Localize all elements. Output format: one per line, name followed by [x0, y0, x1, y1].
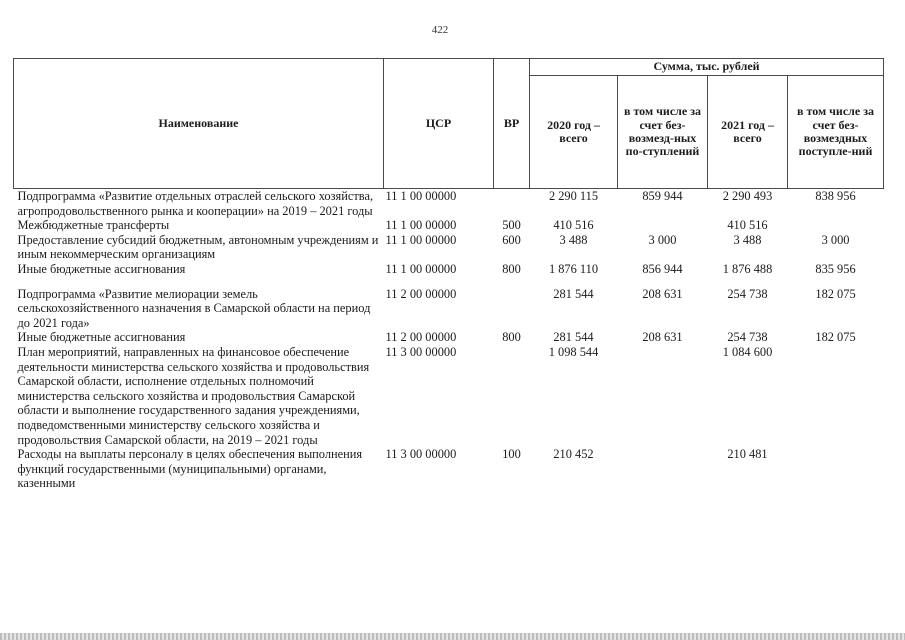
- row-vr: [494, 345, 530, 447]
- row-2021-gratuitous: 182 075: [815, 286, 856, 301]
- row-name: Расходы на выплаты персоналу в целях обеспечения выполнения функций государственными (муниципальными) органами, казенными: [17, 447, 363, 491]
- row-2020-gratuitous: 859 944: [642, 189, 683, 203]
- row-name: Иные бюджетные ассигнования: [17, 261, 186, 276]
- row-2020-gratuitous: [618, 218, 708, 233]
- header-2021-total: 2021 год – всего: [708, 76, 788, 189]
- row-2021-total: 1 876 488: [722, 261, 773, 276]
- row-vr: 600: [502, 232, 521, 247]
- row-csr: 11 1 00 00000: [385, 261, 457, 276]
- row-2021-gratuitous: [788, 447, 884, 491]
- row-2021-total: 2 290 493: [722, 189, 773, 203]
- row-2020-total: 210 452: [553, 447, 594, 462]
- row-csr: 11 3 00 00000: [385, 447, 457, 462]
- table-row: [14, 262, 884, 277]
- table-row: [14, 233, 884, 262]
- row-2021-total: 254 738: [727, 330, 768, 345]
- header-2020-gratuitous: в том числе за счет без-возмезд-ных по-ступлений: [618, 76, 708, 189]
- row-name: План мероприятий, направленных на финансовое обеспечение деятельности министерства сельского хозяйства и продовольствия Самарской области, исполнение отдельных полномочий министерства сельского хозяйства и продовольствия Самарской области и выполнение государственного задания учреждениями, подведомственными министерству сельского хозяйства и продовольствия Самарской области, на 2019 – 2021 годы: [17, 344, 370, 447]
- row-2021-gratuitous: [788, 345, 884, 447]
- row-2020-total: 2 290 115: [548, 189, 599, 203]
- header-name: Наименование: [14, 59, 384, 189]
- row-vr: [494, 189, 530, 219]
- row-csr: 11 3 00 00000: [385, 344, 457, 359]
- table-row: [14, 277, 884, 331]
- table-row: [14, 218, 884, 233]
- row-2021-total: 210 481: [727, 447, 768, 462]
- row-2020-total: 1 876 110: [548, 261, 599, 276]
- row-name: Подпрограмма «Развитие отдельных отраслей сельского хозяйства, агропродовольственного рынка и кооперации» на 2019 – 2021 годы: [17, 189, 374, 218]
- row-2020-gratuitous: 208 631: [642, 286, 683, 301]
- row-2020-gratuitous: 208 631: [642, 330, 683, 345]
- table-row: [14, 189, 884, 219]
- row-vr: 800: [502, 330, 521, 345]
- row-2021-total: 3 488: [733, 232, 762, 247]
- page-number: 422: [431, 24, 449, 36]
- row-2021-gratuitous: 3 000: [821, 232, 850, 247]
- row-2020-total: 3 488: [559, 232, 588, 247]
- table-row: [14, 330, 884, 345]
- row-name: Подпрограмма «Развитие мелиорации земель сельскохозяйственного назначения в Самарской области на период до 2021 года»: [17, 286, 371, 330]
- row-2021-total: 254 738: [727, 286, 768, 301]
- row-2021-total: 410 516: [727, 218, 768, 233]
- header-2021-gratuitous: в том числе за счет без-возмездных поступле-ний: [788, 76, 884, 189]
- row-csr: 11 1 00 00000: [385, 232, 457, 247]
- row-vr: 500: [502, 218, 521, 233]
- row-2020-gratuitous: 856 944: [642, 261, 683, 276]
- header-vr: ВР: [494, 59, 530, 189]
- header-csr: ЦСР: [384, 59, 494, 189]
- row-2021-gratuitous: [788, 218, 884, 233]
- row-vr: 800: [502, 261, 521, 276]
- row-2020-gratuitous: 3 000: [648, 232, 677, 247]
- row-2021-gratuitous: 838 956: [815, 189, 856, 203]
- budget-table: [13, 58, 884, 491]
- row-vr: 100: [502, 447, 521, 462]
- row-2020-gratuitous: [618, 345, 708, 447]
- table-row: [14, 345, 884, 447]
- table-row: [14, 447, 884, 491]
- row-2020-total: 410 516: [553, 218, 594, 233]
- row-csr: 11 2 00 00000: [385, 286, 457, 301]
- row-2020-gratuitous: [618, 447, 708, 491]
- row-name: Предоставление субсидий бюджетным, автономным учреждениям и иным некоммерческим организациям: [17, 232, 379, 262]
- row-csr: 11 2 00 00000: [385, 330, 457, 345]
- header-2020-total: 2020 год – всего: [530, 76, 618, 189]
- row-2021-total: 1 084 600: [722, 344, 773, 359]
- row-csr: 11 1 00 00000: [385, 218, 457, 233]
- row-name: Иные бюджетные ассигнования: [17, 330, 186, 345]
- row-csr: 11 1 00 00000: [385, 189, 457, 203]
- scan-edge: [0, 633, 905, 640]
- row-2020-total: 1 098 544: [548, 344, 599, 359]
- row-2020-total: 281 544: [553, 330, 594, 345]
- row-2021-gratuitous: 182 075: [815, 330, 856, 345]
- row-2021-gratuitous: 835 956: [815, 261, 856, 276]
- header-sum-group: Сумма, тыс. рублей: [530, 59, 884, 76]
- row-vr: [494, 277, 530, 331]
- row-name: Межбюджетные трансферты: [17, 218, 170, 233]
- row-2020-total: 281 544: [553, 286, 594, 301]
